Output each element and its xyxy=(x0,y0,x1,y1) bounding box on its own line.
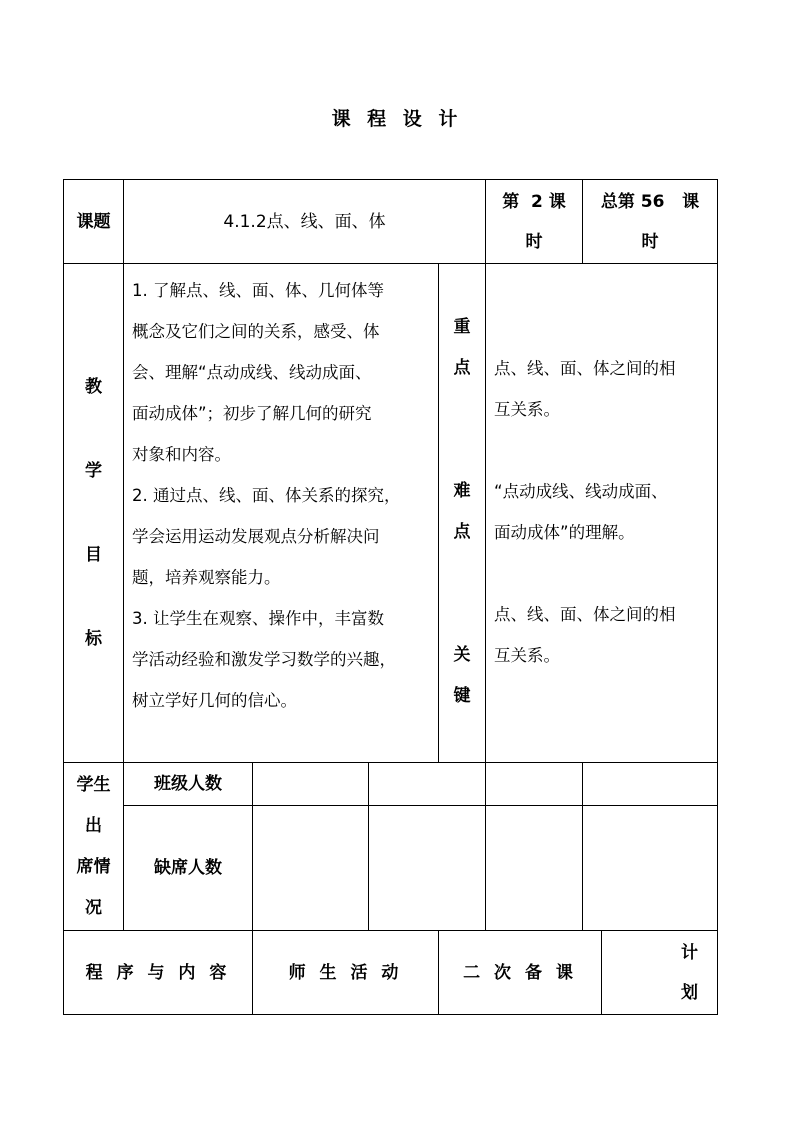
goals-content xyxy=(124,264,439,763)
attendance-label-line: 席情 xyxy=(76,856,111,877)
keypoint-texts xyxy=(486,264,718,763)
page-title: 课 程 设 计 xyxy=(331,108,463,130)
class-count-cell xyxy=(253,763,369,806)
absent-count-cell xyxy=(369,806,486,931)
attendance-label xyxy=(64,763,124,931)
plan-header xyxy=(602,931,718,1015)
procedure-header-text: 程 序 与 内 容 xyxy=(85,962,231,983)
goal-line: 概念及它们之间的关系，感受、体 xyxy=(132,322,380,341)
zhongdian-char: 点 xyxy=(453,358,471,378)
prep-header-text: 二 次 备 课 xyxy=(463,962,577,983)
goal-line: 对象和内容。 xyxy=(132,445,231,464)
activities-header xyxy=(253,931,439,1015)
keypoint-labels xyxy=(439,264,486,763)
attendance-label-line: 况 xyxy=(85,897,102,918)
goals-label-char: 学 xyxy=(85,461,102,481)
absent-count-cell xyxy=(253,806,369,931)
zhongdian-text: 互关系。 xyxy=(494,400,561,419)
class-count-cell xyxy=(486,763,583,806)
goals-label-char: 标 xyxy=(85,629,102,649)
absent-count-cell xyxy=(583,806,718,931)
goal-line: 学会运用运动发展观点分析解决问 xyxy=(132,527,380,546)
nandian-text: “点动成线、线动成面、 xyxy=(494,482,668,501)
total-lesson-cell xyxy=(583,180,718,264)
nandian-char: 难 xyxy=(453,481,471,501)
plan-header-line: 划 xyxy=(681,982,699,1003)
class-count-label: 班级人数 xyxy=(124,763,253,806)
activities-header-text: 师 生 活 动 xyxy=(288,962,403,983)
total-lesson-line2: 时 xyxy=(641,231,659,252)
goal-line: 会、理解“点动成线、线动成面、 xyxy=(132,363,372,382)
nandian-char: 点 xyxy=(453,522,471,542)
goal-line: 2. 通过点、线、面、体关系的探究， xyxy=(132,486,401,505)
goal-line: 1. 了解点、线、面、体、几何体等 xyxy=(132,281,384,300)
lesson-plan-table xyxy=(63,179,718,1015)
lesson-number-cell xyxy=(486,180,583,264)
absent-count-cell xyxy=(486,806,583,931)
goals-label-char: 教 xyxy=(85,377,102,397)
goals-label-char: 目 xyxy=(85,545,102,565)
guanjian-text: 互关系。 xyxy=(494,646,561,665)
goal-line: 3. 让学生在观察、操作中，丰富数 xyxy=(132,609,384,628)
total-lesson-line1: 总第 56 课 xyxy=(600,191,700,212)
prep-header xyxy=(439,931,602,1015)
class-count-cell xyxy=(369,763,486,806)
absent-count-label: 缺席人数 xyxy=(124,806,253,931)
lesson-number-line1: 第 2 课 xyxy=(502,191,566,212)
goal-line: 题，培养观察能力。 xyxy=(132,568,281,587)
guanjian-char: 关 xyxy=(453,645,471,665)
goals-label xyxy=(64,264,124,763)
goal-line: 树立学好几何的信心。 xyxy=(132,691,297,710)
topic-label: 课题 xyxy=(64,180,124,264)
goal-line: 面动成体”；初步了解几何的研究 xyxy=(132,404,372,423)
zhongdian-char: 重 xyxy=(453,317,471,337)
guanjian-char: 键 xyxy=(453,686,471,706)
attendance-label-line: 学生 xyxy=(76,774,111,795)
guanjian-text: 点、线、面、体之间的相 xyxy=(494,605,676,624)
procedure-header xyxy=(64,931,253,1015)
attendance-label-line: 出 xyxy=(85,815,102,836)
goal-line: 学活动经验和激发学习数学的兴趣， xyxy=(132,650,396,669)
plan-header-line: 计 xyxy=(681,942,699,963)
topic-text: 4.1.2点、线、面、体 xyxy=(223,211,386,232)
nandian-text: 面动成体”的理解。 xyxy=(494,523,635,542)
lesson-number-line2: 时 xyxy=(525,231,543,252)
topic-value xyxy=(124,180,486,264)
zhongdian-text: 点、线、面、体之间的相 xyxy=(494,359,676,378)
class-count-cell xyxy=(583,763,718,806)
